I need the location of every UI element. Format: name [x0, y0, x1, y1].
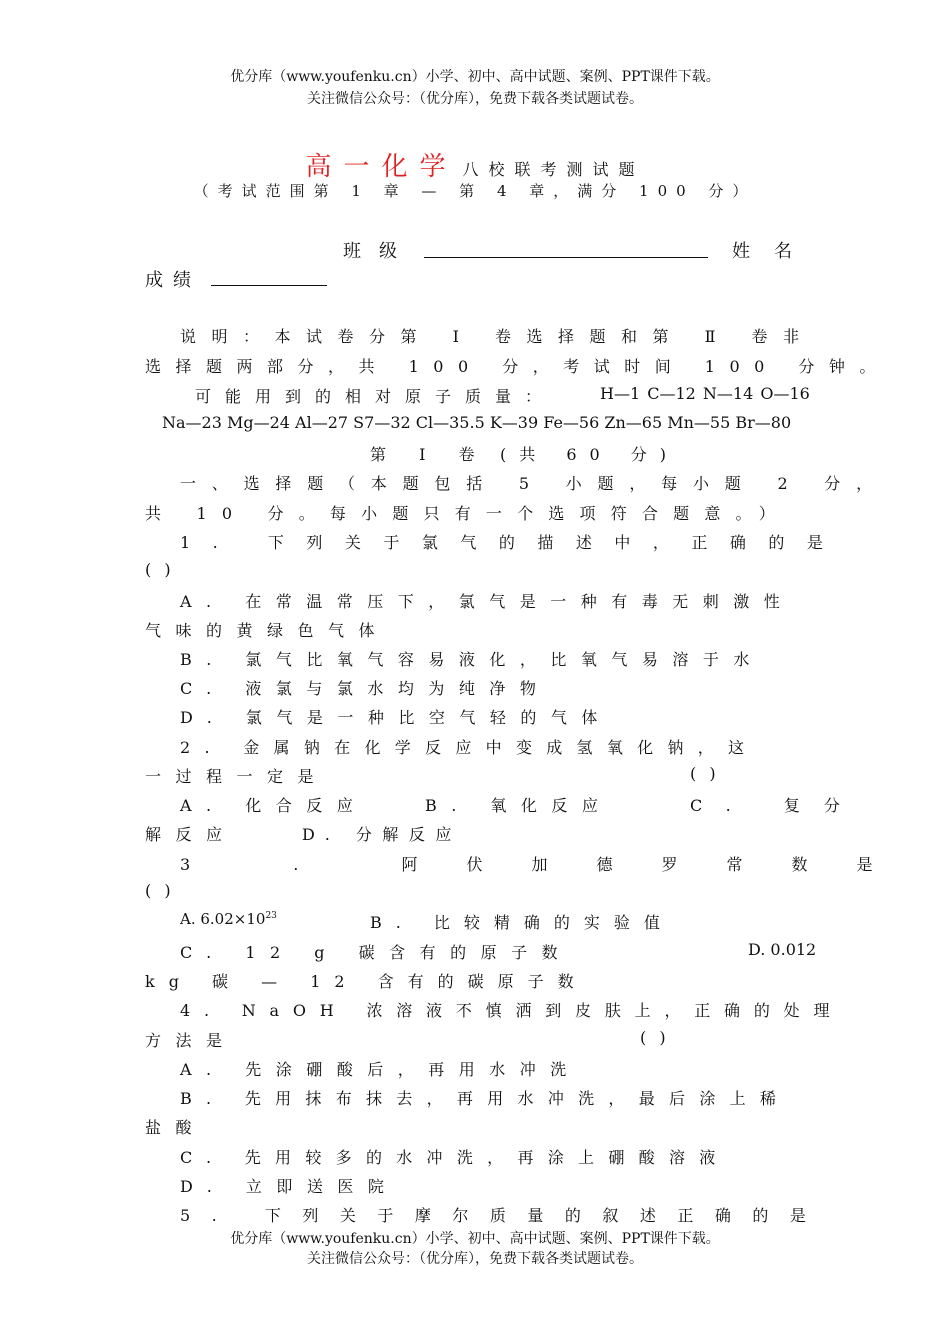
q1-option-d: D. 氯气是一种比空气轻的气体: [180, 708, 612, 727]
q4-option-a: A. 先涂硼酸后，再用水冲洗: [180, 1060, 581, 1079]
instructions-line-2: 选择题两部分，共 100 分，考试时间 100 分钟。: [145, 357, 890, 376]
q3-option-a-base: A. 6.02×10: [180, 910, 266, 928]
exam-scope: （考试范围第 1 章 — 第 4 章，满分 100 分）: [193, 182, 757, 200]
q1-option-b: B. 氯气比氧气容易液化，比氧气易溶于水: [180, 650, 764, 669]
q3-option-a-exponent: 23: [265, 911, 277, 921]
q1-option-c: C. 液氯与氯水均为纯净物: [180, 679, 551, 698]
score-field[interactable]: [211, 266, 327, 286]
section-a-line-1: 一、选择题（本题包括 5 小题，每小题 2 分，: [180, 474, 888, 493]
q4-option-b-1: B. 先用抹布抹去，再用水冲洗，最后涂上稀: [180, 1089, 791, 1108]
q4-option-d: D. 立即送医院: [180, 1177, 399, 1196]
instructions-line-1: 说明：本试卷分第 Ⅰ 卷选择题和第 Ⅱ 卷非: [180, 327, 815, 346]
exam-title: [0, 146, 950, 183]
q1-stem: 1. 下列关于氯气的描述中，正确的是: [180, 533, 846, 552]
q2-option-c-1: C. 复分: [690, 796, 864, 815]
q3-option-b: B. 比较精确的实验值: [370, 913, 674, 932]
q2-option-c-2: 解反应: [145, 825, 237, 844]
footer-line-1: 优分库（www.youfenku.cn）小学、初中、高中试题、案例、PPT课件下载。: [230, 1231, 720, 1247]
q3-option-d-2: kg 碳 — 12 含有的碳原子数: [145, 972, 588, 991]
name-label: 姓名: [732, 241, 816, 262]
q1-option-a-2: 气味的黄绿色气体: [145, 621, 390, 640]
q5-stem: 5. 下列关于摩尔质量的叙述正确的是: [180, 1206, 828, 1225]
part1-points: (共 60 分): [500, 445, 680, 464]
q3-answer-paren[interactable]: ( ): [145, 881, 175, 900]
q2-answer-paren[interactable]: ( ): [690, 764, 720, 783]
part1-heading: 第 Ⅰ 卷: [370, 445, 489, 464]
q3-option-c: C. 12 g 碳含有的原子数: [180, 943, 573, 962]
title-rest: 八校联考测试题: [462, 160, 645, 179]
q2-option-a: A. 化合反应: [180, 796, 368, 815]
score-label: 成绩: [145, 270, 201, 291]
q3-option-a: [180, 910, 277, 928]
section-a-line-2: 共 10 分。每小题只有一个选项符合题意。）: [145, 504, 790, 523]
q2-option-b: B. 氧化反应: [425, 796, 613, 815]
class-field[interactable]: [424, 238, 708, 258]
title-subject: 高一化学: [305, 152, 458, 182]
q4-stem-2: 方法是: [145, 1031, 237, 1050]
q3-stem: 3 . 阿伏加德罗常数是: [180, 855, 922, 874]
q3-option-d-1: D. 0.012: [748, 940, 817, 959]
footer-line-2: 关注微信公众号：（优分库），免费下载各类试题试卷。: [307, 1251, 643, 1267]
q1-answer-paren[interactable]: ( ): [145, 560, 175, 579]
atomic-mass-label: 可能用到的相对原子质量：: [195, 387, 556, 406]
class-label: 班级: [343, 241, 415, 262]
atomic-mass-values-1: H—1 C—12 N—14 O—16: [600, 384, 810, 403]
q1-option-a-1: A. 在常温常压下，氯气是一种有毒无刺激性: [180, 592, 795, 611]
q4-option-c: C. 先用较多的水冲洗，再涂上硼酸溶液: [180, 1148, 730, 1167]
q2-stem-2: 一过程一定是: [145, 767, 329, 786]
header-line-1: 优分库（www.youfenku.cn）小学、初中、高中试题、案例、PPT课件下载。: [230, 69, 720, 85]
q2-option-d: D. 分解反应: [302, 825, 462, 844]
header-line-2: 关注微信公众号：（优分库），免费下载各类试题试卷。: [307, 91, 643, 107]
q4-answer-paren[interactable]: ( ): [640, 1028, 670, 1047]
q4-option-b-2: 盐酸: [145, 1118, 207, 1137]
q4-stem: 4. NaOH 浓溶液不慎洒到皮肤上，正确的处理: [180, 1001, 844, 1020]
q2-stem: 2. 金属钠在化学反应中变成氢氧化钠，这: [180, 738, 759, 757]
atomic-mass-values-2: Na—23 Mg—24 Al—27 S7—32 Cl—35.5 K—39 Fe—56 Zn—65 Mn—55 Br—80: [162, 413, 792, 432]
